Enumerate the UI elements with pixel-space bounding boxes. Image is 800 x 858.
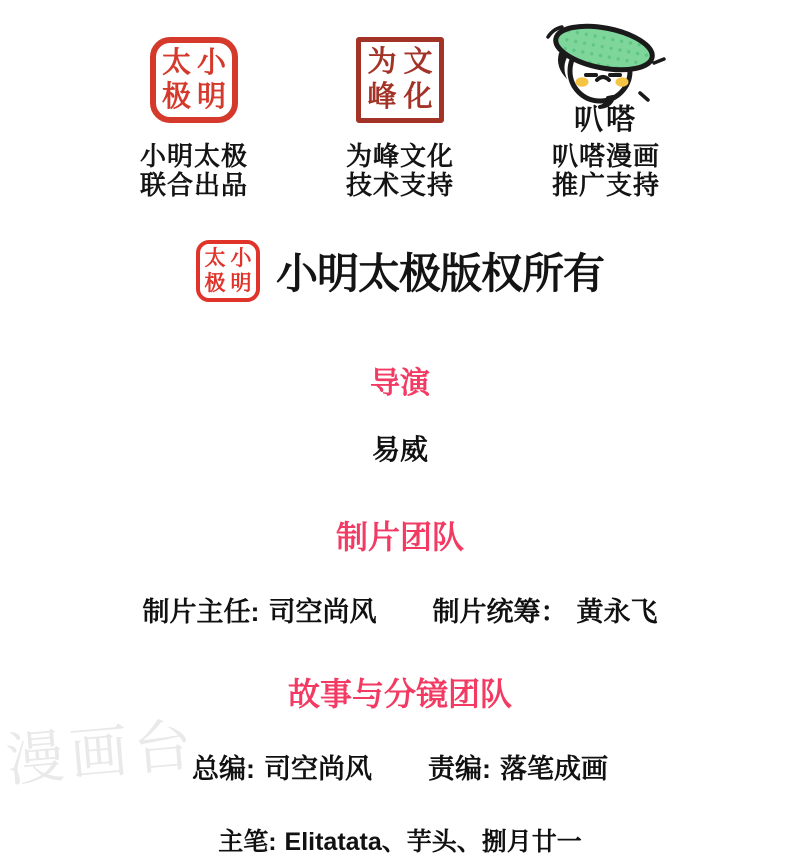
role-label: 总编: bbox=[192, 754, 255, 784]
story-roles-line bbox=[192, 747, 608, 786]
role-name: 司空尚风 bbox=[268, 597, 377, 627]
xiaoming-taiji-seal-small-icon bbox=[196, 240, 260, 302]
role-label: 制片主任: bbox=[142, 597, 260, 627]
seal-char: 太 bbox=[161, 46, 191, 79]
role-name: 黄永飞 bbox=[576, 597, 658, 627]
partner-xiaoming-taiji bbox=[119, 26, 269, 200]
partner-caption-line2: 联合出品 bbox=[139, 170, 248, 200]
partner-weifeng-culture bbox=[325, 26, 475, 200]
logo-box bbox=[544, 26, 668, 134]
seal-char: 明 bbox=[230, 272, 252, 295]
partner-caption-line1: 小明太极 bbox=[139, 141, 248, 171]
partner-bada-manhua bbox=[531, 26, 681, 200]
artist-line bbox=[218, 822, 582, 858]
seal-char: 文 bbox=[403, 46, 433, 78]
production-team-heading: 制片团队 bbox=[335, 519, 464, 555]
partner-caption-line1: 为峰文化 bbox=[345, 141, 454, 171]
role-name: 司空尚风 bbox=[264, 754, 372, 784]
director-heading: 导演 bbox=[370, 367, 430, 400]
bada-mascot-icon bbox=[544, 25, 668, 105]
partner-caption bbox=[346, 142, 454, 200]
copyright-text: 小明太极版权所有 bbox=[275, 250, 604, 297]
logo-box bbox=[356, 26, 444, 134]
role-item bbox=[143, 590, 377, 629]
seal-char: 明 bbox=[196, 80, 226, 113]
production-roles-line bbox=[143, 590, 658, 629]
bada-logotype: 叭嗒 bbox=[573, 104, 638, 136]
seal-char: 峰 bbox=[367, 81, 397, 113]
role-item bbox=[192, 747, 372, 786]
seal-char: 化 bbox=[403, 81, 433, 113]
role-label: 责编: bbox=[428, 754, 491, 784]
role-label: 主笔: bbox=[218, 828, 277, 856]
copyright-row bbox=[196, 240, 604, 302]
seal-char: 为 bbox=[367, 46, 397, 78]
role-name: 落笔成画 bbox=[500, 754, 608, 784]
partner-caption-line2: 技术支持 bbox=[345, 170, 454, 200]
partner-caption-line2: 推广支持 bbox=[551, 170, 660, 200]
partner-caption bbox=[140, 142, 248, 200]
manhuatai-watermark: 漫画台 bbox=[3, 712, 201, 794]
role-item bbox=[428, 747, 608, 786]
bada-mascot-logo bbox=[544, 25, 668, 135]
partner-logos-row bbox=[119, 26, 681, 200]
seal-char: 小 bbox=[230, 247, 252, 270]
seal-char: 太 bbox=[204, 247, 226, 270]
logo-box bbox=[150, 26, 238, 134]
seal-char: 极 bbox=[161, 80, 191, 113]
role-name: Elitatata、芋头、捌月廿一 bbox=[284, 828, 582, 856]
xiaoming-taiji-seal-icon bbox=[150, 37, 238, 123]
role-label: 制片统筹： bbox=[432, 597, 568, 627]
seal-char: 小 bbox=[196, 46, 226, 79]
role-item bbox=[433, 590, 658, 629]
partner-caption-line1: 叭嗒漫画 bbox=[551, 141, 660, 171]
seal-char: 极 bbox=[204, 272, 226, 295]
director-name: 易威 bbox=[371, 434, 428, 465]
weifeng-culture-seal-icon bbox=[356, 37, 444, 123]
partner-caption bbox=[552, 142, 660, 200]
story-team-heading: 故事与分镜团队 bbox=[287, 676, 512, 712]
